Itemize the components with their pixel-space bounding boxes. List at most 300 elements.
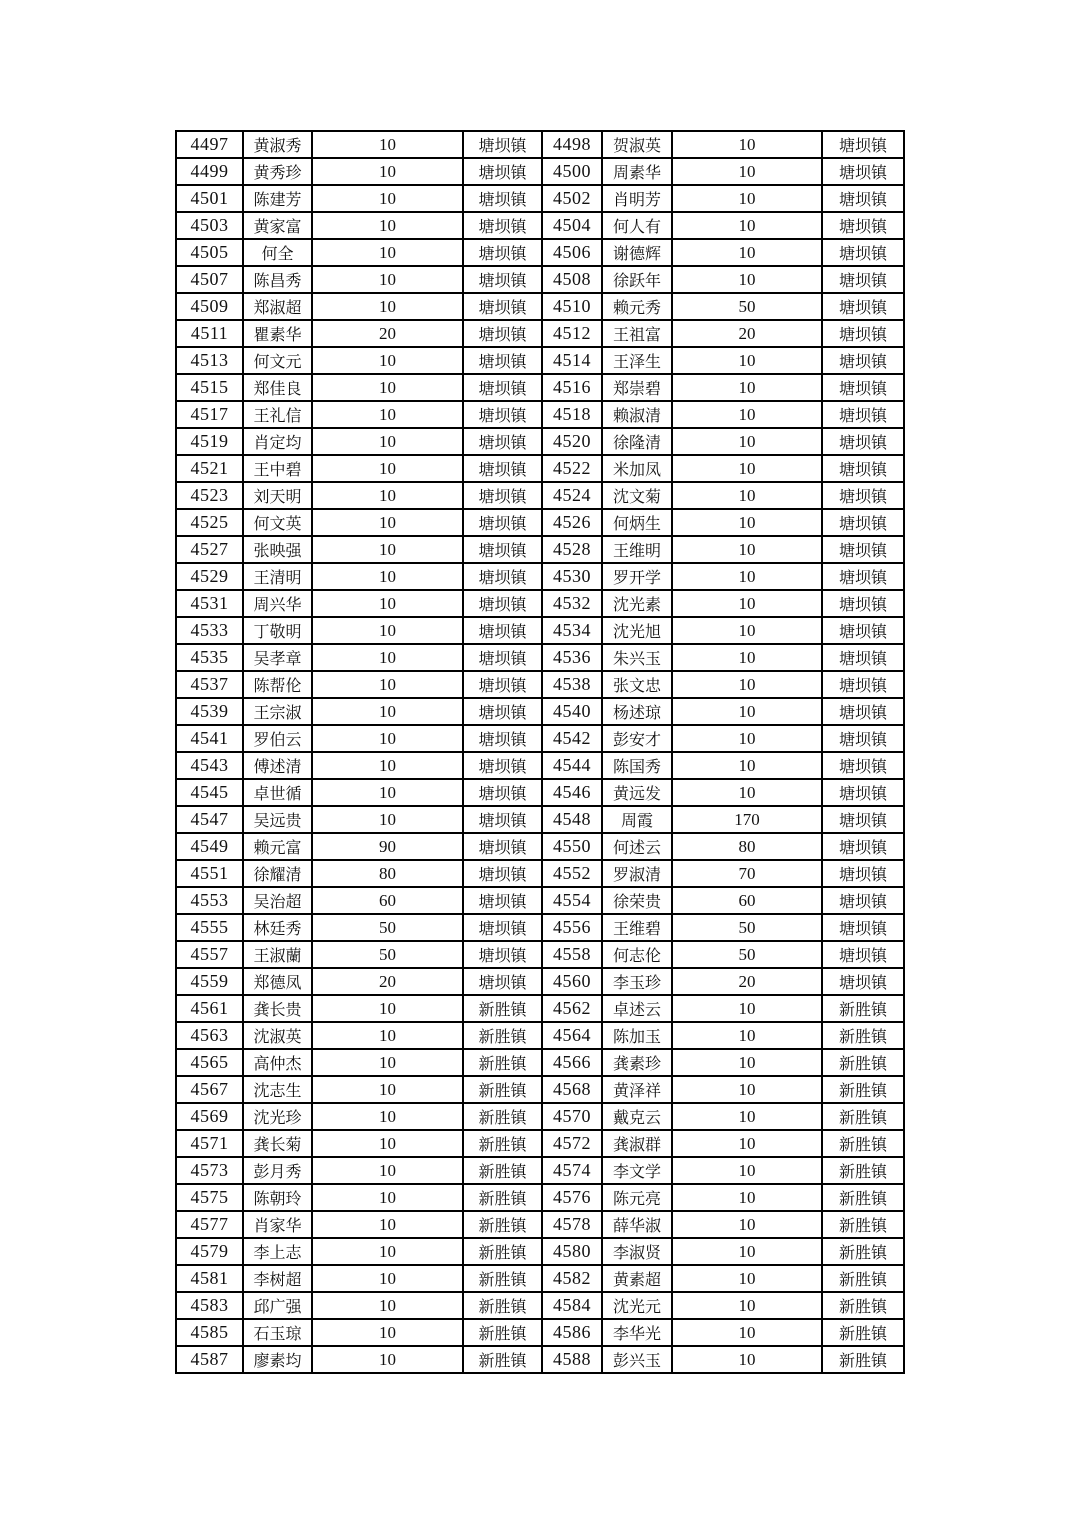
town-cell: 塘坝镇 <box>463 914 542 941</box>
amount-cell: 10 <box>672 1076 822 1103</box>
amount-cell: 10 <box>672 1319 822 1346</box>
town-cell: 塘坝镇 <box>463 347 542 374</box>
amount-cell: 10 <box>672 455 822 482</box>
town-cell: 新胜镇 <box>463 1049 542 1076</box>
table-row <box>176 887 904 914</box>
id-cell: 4587 <box>176 1346 243 1373</box>
name-cell: 肖明芳 <box>602 185 672 212</box>
amount-cell: 10 <box>672 725 822 752</box>
town-cell: 塘坝镇 <box>822 536 904 563</box>
table-row <box>176 671 904 698</box>
id-cell: 4542 <box>542 725 602 752</box>
name-cell: 黄秀珍 <box>243 158 312 185</box>
town-cell: 塘坝镇 <box>463 374 542 401</box>
amount-cell: 10 <box>672 374 822 401</box>
town-cell: 塘坝镇 <box>822 563 904 590</box>
amount-cell: 10 <box>672 590 822 617</box>
amount-cell: 10 <box>672 239 822 266</box>
id-cell: 4574 <box>542 1157 602 1184</box>
town-cell: 塘坝镇 <box>822 347 904 374</box>
id-cell: 4507 <box>176 266 243 293</box>
id-cell: 4515 <box>176 374 243 401</box>
town-cell: 塘坝镇 <box>463 941 542 968</box>
amount-cell: 10 <box>672 1184 822 1211</box>
town-cell: 塘坝镇 <box>463 644 542 671</box>
name-cell: 卓世循 <box>243 779 312 806</box>
amount-cell: 10 <box>312 239 463 266</box>
id-cell: 4586 <box>542 1319 602 1346</box>
table-row <box>176 293 904 320</box>
amount-cell: 50 <box>312 914 463 941</box>
town-cell: 塘坝镇 <box>463 833 542 860</box>
beneficiary-table <box>175 130 905 1374</box>
town-cell: 新胜镇 <box>822 1157 904 1184</box>
id-cell: 4563 <box>176 1022 243 1049</box>
name-cell: 沈光旭 <box>602 617 672 644</box>
town-cell: 塘坝镇 <box>822 860 904 887</box>
id-cell: 4526 <box>542 509 602 536</box>
amount-cell: 10 <box>312 1292 463 1319</box>
town-cell: 新胜镇 <box>822 1103 904 1130</box>
name-cell: 沈光珍 <box>243 1103 312 1130</box>
town-cell: 塘坝镇 <box>463 752 542 779</box>
town-cell: 新胜镇 <box>463 1076 542 1103</box>
amount-cell: 10 <box>312 1319 463 1346</box>
town-cell: 塘坝镇 <box>822 968 904 995</box>
town-cell: 塘坝镇 <box>463 131 542 158</box>
amount-cell: 10 <box>312 1130 463 1157</box>
table-row <box>176 509 904 536</box>
id-cell: 4543 <box>176 752 243 779</box>
town-cell: 新胜镇 <box>822 1319 904 1346</box>
table-row <box>176 1292 904 1319</box>
table-row <box>176 779 904 806</box>
id-cell: 4549 <box>176 833 243 860</box>
amount-cell: 20 <box>672 968 822 995</box>
town-cell: 塘坝镇 <box>463 617 542 644</box>
name-cell: 王泽生 <box>602 347 672 374</box>
table-row <box>176 482 904 509</box>
name-cell: 吴远贵 <box>243 806 312 833</box>
table-row <box>176 401 904 428</box>
name-cell: 贺淑英 <box>602 131 672 158</box>
id-cell: 4536 <box>542 644 602 671</box>
id-cell: 4561 <box>176 995 243 1022</box>
name-cell: 王维碧 <box>602 914 672 941</box>
name-cell: 吴治超 <box>243 887 312 914</box>
table-row <box>176 968 904 995</box>
amount-cell: 10 <box>672 347 822 374</box>
town-cell: 新胜镇 <box>463 1157 542 1184</box>
id-cell: 4580 <box>542 1238 602 1265</box>
id-cell: 4565 <box>176 1049 243 1076</box>
amount-cell: 10 <box>312 671 463 698</box>
table-row <box>176 698 904 725</box>
name-cell: 周兴华 <box>243 590 312 617</box>
id-cell: 4497 <box>176 131 243 158</box>
id-cell: 4570 <box>542 1103 602 1130</box>
id-cell: 4500 <box>542 158 602 185</box>
table-row <box>176 725 904 752</box>
name-cell: 李上志 <box>243 1238 312 1265</box>
id-cell: 4557 <box>176 941 243 968</box>
town-cell: 新胜镇 <box>463 1211 542 1238</box>
town-cell: 塘坝镇 <box>463 887 542 914</box>
id-cell: 4539 <box>176 698 243 725</box>
name-cell: 何炳生 <box>602 509 672 536</box>
table-row <box>176 995 904 1022</box>
amount-cell: 90 <box>312 833 463 860</box>
name-cell: 龚长菊 <box>243 1130 312 1157</box>
town-cell: 塘坝镇 <box>822 482 904 509</box>
name-cell: 肖定均 <box>243 428 312 455</box>
id-cell: 4550 <box>542 833 602 860</box>
town-cell: 塘坝镇 <box>463 806 542 833</box>
id-cell: 4506 <box>542 239 602 266</box>
town-cell: 塘坝镇 <box>463 779 542 806</box>
id-cell: 4584 <box>542 1292 602 1319</box>
amount-cell: 70 <box>672 860 822 887</box>
name-cell: 林廷秀 <box>243 914 312 941</box>
name-cell: 沈志生 <box>243 1076 312 1103</box>
town-cell: 新胜镇 <box>463 1184 542 1211</box>
amount-cell: 10 <box>312 806 463 833</box>
amount-cell: 10 <box>672 185 822 212</box>
town-cell: 塘坝镇 <box>822 644 904 671</box>
town-cell: 塘坝镇 <box>463 563 542 590</box>
amount-cell: 10 <box>672 995 822 1022</box>
town-cell: 塘坝镇 <box>463 968 542 995</box>
amount-cell: 10 <box>312 590 463 617</box>
id-cell: 4532 <box>542 590 602 617</box>
name-cell: 郑崇碧 <box>602 374 672 401</box>
amount-cell: 10 <box>672 1346 822 1373</box>
id-cell: 4504 <box>542 212 602 239</box>
id-cell: 4552 <box>542 860 602 887</box>
id-cell: 4571 <box>176 1130 243 1157</box>
town-cell: 新胜镇 <box>822 1265 904 1292</box>
town-cell: 塘坝镇 <box>822 293 904 320</box>
name-cell: 石玉琼 <box>243 1319 312 1346</box>
amount-cell: 10 <box>312 1211 463 1238</box>
name-cell: 米加凤 <box>602 455 672 482</box>
amount-cell: 10 <box>672 752 822 779</box>
id-cell: 4528 <box>542 536 602 563</box>
town-cell: 塘坝镇 <box>463 239 542 266</box>
table-row <box>176 941 904 968</box>
name-cell: 何人有 <box>602 212 672 239</box>
name-cell: 王淑蘭 <box>243 941 312 968</box>
name-cell: 吴孝章 <box>243 644 312 671</box>
id-cell: 4579 <box>176 1238 243 1265</box>
id-cell: 4508 <box>542 266 602 293</box>
table-row <box>176 1022 904 1049</box>
town-cell: 塘坝镇 <box>822 212 904 239</box>
town-cell: 新胜镇 <box>463 995 542 1022</box>
id-cell: 4568 <box>542 1076 602 1103</box>
amount-cell: 50 <box>312 941 463 968</box>
name-cell: 周素华 <box>602 158 672 185</box>
table-row <box>176 1211 904 1238</box>
id-cell: 4498 <box>542 131 602 158</box>
id-cell: 4502 <box>542 185 602 212</box>
name-cell: 赖淑清 <box>602 401 672 428</box>
amount-cell: 10 <box>312 536 463 563</box>
id-cell: 4548 <box>542 806 602 833</box>
amount-cell: 10 <box>312 1022 463 1049</box>
table-row <box>176 1319 904 1346</box>
town-cell: 新胜镇 <box>463 1292 542 1319</box>
amount-cell: 10 <box>312 1049 463 1076</box>
id-cell: 4577 <box>176 1211 243 1238</box>
id-cell: 4569 <box>176 1103 243 1130</box>
name-cell: 徐耀清 <box>243 860 312 887</box>
table-row <box>176 1238 904 1265</box>
name-cell: 何全 <box>243 239 312 266</box>
amount-cell: 10 <box>672 1157 822 1184</box>
name-cell: 李树超 <box>243 1265 312 1292</box>
amount-cell: 10 <box>312 617 463 644</box>
name-cell: 邱广强 <box>243 1292 312 1319</box>
id-cell: 4588 <box>542 1346 602 1373</box>
town-cell: 塘坝镇 <box>463 698 542 725</box>
town-cell: 塘坝镇 <box>463 671 542 698</box>
id-cell: 4524 <box>542 482 602 509</box>
town-cell: 塘坝镇 <box>822 725 904 752</box>
name-cell: 彭兴玉 <box>602 1346 672 1373</box>
id-cell: 4567 <box>176 1076 243 1103</box>
town-cell: 塘坝镇 <box>822 698 904 725</box>
table-row <box>176 590 904 617</box>
town-cell: 塘坝镇 <box>822 752 904 779</box>
town-cell: 新胜镇 <box>463 1346 542 1373</box>
town-cell: 塘坝镇 <box>822 131 904 158</box>
name-cell: 陈加玉 <box>602 1022 672 1049</box>
id-cell: 4545 <box>176 779 243 806</box>
name-cell: 罗开学 <box>602 563 672 590</box>
amount-cell: 10 <box>672 1049 822 1076</box>
town-cell: 新胜镇 <box>463 1238 542 1265</box>
table-row <box>176 266 904 293</box>
amount-cell: 20 <box>672 320 822 347</box>
table-row <box>176 1076 904 1103</box>
town-cell: 塘坝镇 <box>822 806 904 833</box>
name-cell: 陈帮伦 <box>243 671 312 698</box>
town-cell: 塘坝镇 <box>463 428 542 455</box>
town-cell: 塘坝镇 <box>822 428 904 455</box>
id-cell: 4534 <box>542 617 602 644</box>
name-cell: 张映强 <box>243 536 312 563</box>
table-row <box>176 914 904 941</box>
id-cell: 4523 <box>176 482 243 509</box>
id-cell: 4522 <box>542 455 602 482</box>
amount-cell: 80 <box>312 860 463 887</box>
name-cell: 黄远发 <box>602 779 672 806</box>
town-cell: 塘坝镇 <box>822 266 904 293</box>
amount-cell: 10 <box>312 509 463 536</box>
id-cell: 4585 <box>176 1319 243 1346</box>
id-cell: 4538 <box>542 671 602 698</box>
amount-cell: 10 <box>672 509 822 536</box>
amount-cell: 10 <box>672 1022 822 1049</box>
amount-cell: 10 <box>312 185 463 212</box>
table-row <box>176 752 904 779</box>
amount-cell: 10 <box>312 644 463 671</box>
id-cell: 4572 <box>542 1130 602 1157</box>
amount-cell: 10 <box>312 455 463 482</box>
name-cell: 瞿素华 <box>243 320 312 347</box>
id-cell: 4511 <box>176 320 243 347</box>
amount-cell: 10 <box>312 1238 463 1265</box>
name-cell: 王宗淑 <box>243 698 312 725</box>
town-cell: 塘坝镇 <box>463 212 542 239</box>
id-cell: 4521 <box>176 455 243 482</box>
id-cell: 4576 <box>542 1184 602 1211</box>
table-row <box>176 158 904 185</box>
table-row <box>176 239 904 266</box>
id-cell: 4562 <box>542 995 602 1022</box>
amount-cell: 10 <box>312 482 463 509</box>
id-cell: 4553 <box>176 887 243 914</box>
town-cell: 新胜镇 <box>822 1130 904 1157</box>
amount-cell: 10 <box>672 266 822 293</box>
amount-cell: 10 <box>312 401 463 428</box>
id-cell: 4554 <box>542 887 602 914</box>
name-cell: 沈文菊 <box>602 482 672 509</box>
name-cell: 郑德凤 <box>243 968 312 995</box>
id-cell: 4520 <box>542 428 602 455</box>
id-cell: 4578 <box>542 1211 602 1238</box>
name-cell: 周霞 <box>602 806 672 833</box>
amount-cell: 50 <box>672 941 822 968</box>
name-cell: 何述云 <box>602 833 672 860</box>
town-cell: 塘坝镇 <box>822 779 904 806</box>
amount-cell: 20 <box>312 968 463 995</box>
town-cell: 新胜镇 <box>822 995 904 1022</box>
amount-cell: 10 <box>312 1346 463 1373</box>
amount-cell: 10 <box>312 212 463 239</box>
amount-cell: 50 <box>672 914 822 941</box>
amount-cell: 10 <box>312 752 463 779</box>
name-cell: 李华光 <box>602 1319 672 1346</box>
town-cell: 塘坝镇 <box>463 320 542 347</box>
name-cell: 李淑贤 <box>602 1238 672 1265</box>
table-row <box>176 563 904 590</box>
town-cell: 塘坝镇 <box>822 833 904 860</box>
id-cell: 4535 <box>176 644 243 671</box>
name-cell: 郑佳良 <box>243 374 312 401</box>
id-cell: 4503 <box>176 212 243 239</box>
amount-cell: 50 <box>672 293 822 320</box>
amount-cell: 20 <box>312 320 463 347</box>
name-cell: 戴克云 <box>602 1103 672 1130</box>
town-cell: 新胜镇 <box>822 1184 904 1211</box>
id-cell: 4509 <box>176 293 243 320</box>
id-cell: 4501 <box>176 185 243 212</box>
amount-cell: 10 <box>312 266 463 293</box>
amount-cell: 80 <box>672 833 822 860</box>
name-cell: 王中碧 <box>243 455 312 482</box>
name-cell: 何文英 <box>243 509 312 536</box>
id-cell: 4583 <box>176 1292 243 1319</box>
amount-cell: 10 <box>672 158 822 185</box>
amount-cell: 10 <box>672 1292 822 1319</box>
table-row <box>176 131 904 158</box>
amount-cell: 10 <box>312 158 463 185</box>
town-cell: 塘坝镇 <box>463 401 542 428</box>
amount-cell: 170 <box>672 806 822 833</box>
id-cell: 4540 <box>542 698 602 725</box>
town-cell: 塘坝镇 <box>822 455 904 482</box>
town-cell: 塘坝镇 <box>463 455 542 482</box>
name-cell: 李文学 <box>602 1157 672 1184</box>
table-row <box>176 644 904 671</box>
id-cell: 4499 <box>176 158 243 185</box>
name-cell: 廖素均 <box>243 1346 312 1373</box>
table-row <box>176 455 904 482</box>
id-cell: 4505 <box>176 239 243 266</box>
name-cell: 朱兴玉 <box>602 644 672 671</box>
town-cell: 塘坝镇 <box>463 185 542 212</box>
id-cell: 4527 <box>176 536 243 563</box>
amount-cell: 10 <box>672 671 822 698</box>
id-cell: 4533 <box>176 617 243 644</box>
amount-cell: 60 <box>312 887 463 914</box>
name-cell: 张文忠 <box>602 671 672 698</box>
town-cell: 新胜镇 <box>463 1103 542 1130</box>
table-row <box>176 1157 904 1184</box>
town-cell: 新胜镇 <box>822 1211 904 1238</box>
id-cell: 4525 <box>176 509 243 536</box>
amount-cell: 10 <box>672 617 822 644</box>
table-row <box>176 833 904 860</box>
id-cell: 4566 <box>542 1049 602 1076</box>
amount-cell: 10 <box>672 428 822 455</box>
name-cell: 罗伯云 <box>243 725 312 752</box>
id-cell: 4530 <box>542 563 602 590</box>
town-cell: 新胜镇 <box>463 1022 542 1049</box>
name-cell: 彭安才 <box>602 725 672 752</box>
amount-cell: 10 <box>672 131 822 158</box>
amount-cell: 10 <box>312 1265 463 1292</box>
town-cell: 塘坝镇 <box>822 509 904 536</box>
town-cell: 新胜镇 <box>822 1076 904 1103</box>
name-cell: 王维明 <box>602 536 672 563</box>
table-row <box>176 1184 904 1211</box>
name-cell: 李玉珍 <box>602 968 672 995</box>
name-cell: 何志伦 <box>602 941 672 968</box>
name-cell: 肖家华 <box>243 1211 312 1238</box>
table-row <box>176 806 904 833</box>
name-cell: 黄家富 <box>243 212 312 239</box>
name-cell: 陈建芳 <box>243 185 312 212</box>
id-cell: 4547 <box>176 806 243 833</box>
name-cell: 傅述清 <box>243 752 312 779</box>
amount-cell: 10 <box>312 1103 463 1130</box>
table-row <box>176 347 904 374</box>
name-cell: 龚长贵 <box>243 995 312 1022</box>
name-cell: 王清明 <box>243 563 312 590</box>
name-cell: 丁敬明 <box>243 617 312 644</box>
name-cell: 黄泽祥 <box>602 1076 672 1103</box>
town-cell: 塘坝镇 <box>463 590 542 617</box>
table-row <box>176 1346 904 1373</box>
id-cell: 4573 <box>176 1157 243 1184</box>
town-cell: 塘坝镇 <box>822 914 904 941</box>
amount-cell: 10 <box>312 428 463 455</box>
id-cell: 4514 <box>542 347 602 374</box>
table-row <box>176 1265 904 1292</box>
